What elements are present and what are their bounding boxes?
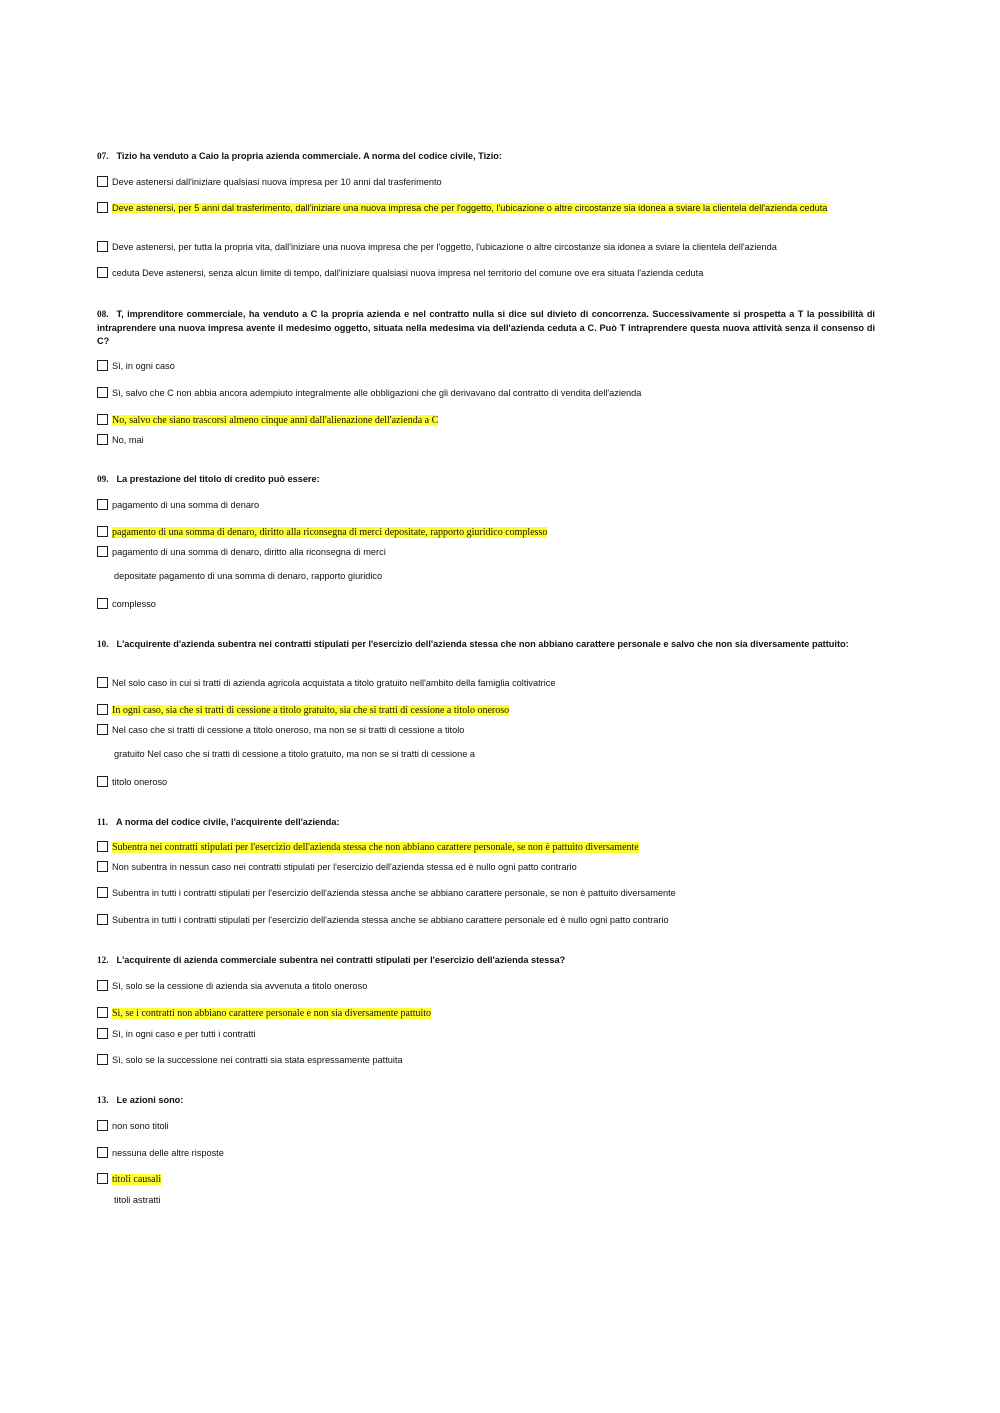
option-08-a[interactable] [97, 360, 877, 373]
question-text: La prestazione del titolo di credito può essere: [116, 474, 320, 484]
option-text-highlighted: In ogni caso, sia che si tratti di cessione a titolo gratuito, sia che si tratti di cessione a titolo oneroso [112, 705, 510, 716]
checkbox[interactable] [97, 677, 108, 688]
option-text: titolo oneroso [112, 777, 168, 787]
question-text: L'acquirente di azienda commerciale subentra nei contratti stipulati per l'esercizio dell'azienda stessa? [116, 955, 566, 965]
option-07-a[interactable] [97, 176, 877, 189]
question-07 [97, 150, 875, 164]
question-11 [97, 816, 875, 830]
checkbox[interactable] [97, 776, 108, 787]
option-text-highlighted: Deve astenersi, per 5 anni dal trasferimento, dall'iniziare una nuova impresa che per l'oggetto, l'ubicazione o altre circostanze sia idonea a sviare la clientela dell'azienda ceduta [112, 203, 828, 213]
option-text: Deve astenersi dall'iniziare qualsiasi nuova impresa per 10 anni dal trasferimento [112, 177, 442, 187]
option-text: pagamento di una somma di denaro [112, 500, 260, 510]
option-12-a[interactable] [97, 980, 877, 993]
question-number: 09. [97, 474, 109, 484]
option-09-continuation: depositate pagamento di una somma di denaro, rapporto giuridico [114, 571, 383, 581]
option-10-c[interactable] [97, 724, 877, 737]
checkbox[interactable] [97, 914, 108, 925]
option-text: Sì, in ogni caso [112, 361, 175, 371]
question-number: 12. [97, 955, 109, 965]
option-text: complesso [112, 599, 156, 609]
checkbox[interactable] [97, 1147, 108, 1158]
option-text-highlighted: No, salvo che siano trascorsi almeno cinque anni dall'alienazione dell'azienda a C [112, 415, 439, 426]
option-text: Nel solo caso in cui si tratti di azienda agricola acquistata a titolo gratuito nell'ambito della famiglia coltivatrice [112, 678, 556, 688]
option-08-d[interactable] [97, 434, 877, 447]
option-text: Deve astenersi, per tutta la propria vita, dall'iniziare una nuova impresa che per l'oggetto, l'ubicazione o altre circostanze sia idonea a sviare la clientela dell'azienda [112, 242, 777, 252]
checkbox[interactable] [97, 1120, 108, 1131]
option-text-highlighted: Subentra nei contratti stipulati per l'esercizio dell'azienda stessa che non abbiano carattere personale, se non è pattuito diversamente [112, 842, 639, 853]
question-text: A norma del codice civile, l'acquirente dell'azienda: [115, 817, 340, 827]
question-13 [97, 1094, 875, 1108]
option-09-c[interactable] [97, 546, 877, 559]
option-07-d[interactable] [97, 267, 877, 280]
checkbox[interactable] [97, 526, 108, 537]
option-text-highlighted: Sì, se i contratti non abbiano carattere personale e non sia diversamente pattuito [112, 1008, 432, 1019]
checkbox[interactable] [97, 841, 108, 852]
option-08-c[interactable] [97, 414, 877, 427]
option-text: Sì, solo se la cessione di azienda sia avvenuta a titolo oneroso [112, 981, 368, 991]
checkbox[interactable] [97, 241, 108, 252]
checkbox[interactable] [97, 360, 108, 371]
option-11-b[interactable] [97, 861, 877, 874]
question-10 [97, 638, 875, 652]
option-text: Nel caso che si tratti di cessione a titolo oneroso, ma non se si tratti di cessione a titolo [112, 725, 465, 735]
checkbox[interactable] [97, 546, 108, 557]
option-13-continuation: titoli astratti [114, 1195, 161, 1205]
question-09 [97, 473, 875, 487]
checkbox[interactable] [97, 434, 108, 445]
checkbox[interactable] [97, 1007, 108, 1018]
checkbox[interactable] [97, 202, 108, 213]
checkbox[interactable] [97, 598, 108, 609]
option-text: ceduta Deve astenersi, senza alcun limite di tempo, dall'iniziare qualsiasi nuova impresa nel territorio del comune ove era situata l'azienda ceduta [112, 268, 704, 278]
checkbox[interactable] [97, 176, 108, 187]
option-07-b[interactable] [97, 202, 869, 215]
checkbox[interactable] [97, 980, 108, 991]
checkbox[interactable] [97, 499, 108, 510]
option-text: Sì, in ogni caso e per tutti i contratti [112, 1029, 256, 1039]
option-10-d[interactable] [97, 776, 877, 789]
option-text: non sono titoli [112, 1121, 169, 1131]
checkbox[interactable] [97, 414, 108, 425]
checkbox[interactable] [97, 861, 108, 872]
question-12 [97, 954, 875, 968]
question-number: 13. [97, 1095, 109, 1105]
checkbox[interactable] [97, 704, 108, 715]
option-text-highlighted: titoli causali [112, 1174, 162, 1185]
checkbox[interactable] [97, 387, 108, 398]
checkbox[interactable] [97, 887, 108, 898]
question-number: 10. [97, 639, 109, 649]
option-12-d[interactable] [97, 1054, 877, 1067]
option-12-b[interactable] [97, 1007, 877, 1020]
option-07-c[interactable] [97, 241, 877, 254]
option-text-highlighted: pagamento di una somma di denaro, diritto alla riconsegna di merci depositate, rapporto giuridico complesso [112, 527, 548, 538]
option-13-b[interactable] [97, 1147, 877, 1160]
option-12-c[interactable] [97, 1028, 877, 1041]
option-text: Sì, solo se la successione nei contratti sia stata espressamente pattuita [112, 1055, 403, 1065]
option-08-b[interactable] [97, 387, 877, 400]
option-10-a[interactable] [97, 677, 877, 690]
question-number: 11. [97, 817, 108, 827]
option-10-b[interactable] [97, 704, 877, 717]
checkbox[interactable] [97, 724, 108, 735]
question-text: Le azioni sono: [116, 1095, 184, 1105]
checkbox[interactable] [97, 267, 108, 278]
option-11-a[interactable] [97, 841, 877, 854]
option-11-d[interactable] [97, 914, 877, 927]
option-09-b[interactable] [97, 526, 877, 539]
option-text: Non subentra in nessun caso nei contratti stipulati per l'esercizio dell'azienda stessa ed è nullo ogni patto contrario [112, 862, 577, 872]
checkbox[interactable] [97, 1054, 108, 1065]
question-text: L'acquirente d'azienda subentra nei contratti stipulati per l'esercizio dell'azienda stessa che non abbiano carattere personale e salvo che non sia diversamente pattuito: [116, 639, 849, 649]
option-text: nessuna delle altre risposte [112, 1148, 224, 1158]
option-text: No, mai [112, 435, 144, 445]
option-text: pagamento di una somma di denaro, diritto alla riconsegna di merci [112, 547, 386, 557]
option-09-d[interactable] [97, 598, 877, 611]
checkbox[interactable] [97, 1173, 108, 1184]
question-text: T, imprenditore commerciale, ha venduto a C la propria azienda e nel contratto nulla si dice sul divieto di concorrenza. Successivamente si prospetta a T la possibilità di intraprendere una nuova impresa avente il medesimo oggetto, situata nella medesima via dell'azienda ceduta a C. Può T intraprendere questa nuova attività senza il consenso di C? [97, 309, 875, 346]
question-text: Tizio ha venduto a Caio la propria azienda commerciale. A norma del codice civile, Tizio: [116, 151, 502, 161]
checkbox[interactable] [97, 1028, 108, 1039]
option-text: Subentra in tutti i contratti stipulati per l'esercizio dell'azienda stessa anche se abbiano carattere personale, se non è pattuito diversamente [112, 888, 676, 898]
option-text: Subentra in tutti i contratti stipulati per l'esercizio dell'azienda stessa anche se abbiano carattere personale ed è nullo ogni patto contrario [112, 915, 669, 925]
question-08 [97, 308, 875, 349]
option-10-continuation: gratuito Nel caso che si tratti di cessione a titolo gratuito, ma non se si tratti di cessione a [114, 749, 476, 759]
question-number: 08. [97, 309, 109, 319]
option-11-c[interactable] [97, 887, 877, 900]
option-text: Sì, salvo che C non abbia ancora adempiuto integralmente alle obbligazioni che gli derivavano dal contratto di vendita dell'azienda [112, 388, 642, 398]
option-13-c[interactable] [97, 1173, 877, 1186]
option-09-a[interactable] [97, 499, 877, 512]
option-13-a[interactable] [97, 1120, 877, 1133]
question-number: 07. [97, 151, 109, 161]
